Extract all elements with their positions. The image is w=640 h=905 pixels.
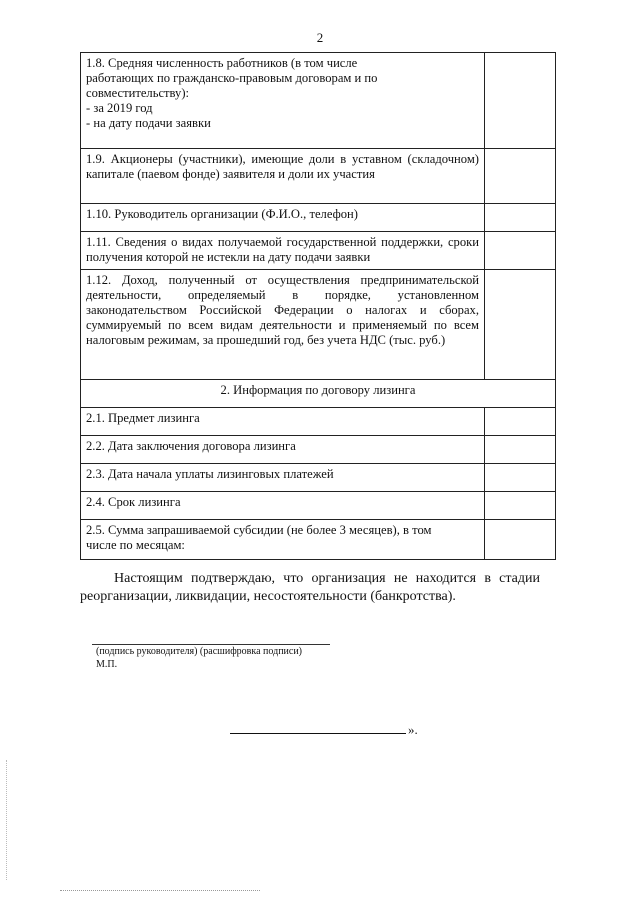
row-2-4-label: 2.4. Срок лизинга	[81, 492, 485, 520]
row-1-11-value-cell[interactable]	[485, 232, 556, 270]
table-row	[81, 408, 556, 436]
row-2-3-value-cell[interactable]	[485, 464, 556, 492]
row-1-12-value-cell[interactable]	[485, 270, 556, 380]
table-row	[81, 149, 556, 204]
row-2-5-label	[81, 520, 485, 560]
row-1-8-line: 1.8. Средняя численность работников (в том числе	[86, 56, 358, 70]
confirmation-statement: Настоящим подтверждаю, что организация не находится в стадии реорганизации, ликвидации, несостоятельности (банкротства).	[80, 571, 540, 604]
scan-bottom-artifact	[60, 890, 260, 891]
section-2-heading: 2. Информация по договору лизинга	[81, 380, 556, 408]
row-2-1-value-cell[interactable]	[485, 408, 556, 436]
row-1-8-line: - на дату подачи заявки	[86, 116, 211, 130]
row-2-2-label: 2.2. Дата заключения договора лизинга	[81, 436, 485, 464]
row-1-8-label	[81, 53, 485, 149]
date-closing-quote: ».	[408, 722, 418, 737]
row-1-9-value-cell[interactable]	[485, 149, 556, 204]
table-row	[81, 436, 556, 464]
seal-placeholder: М.П.	[96, 659, 118, 670]
row-1-9-label: 1.9. Акционеры (участники), имеющие доли в уставном (складочном) капитале (паевом фонде) заявителя и доли их участия	[81, 149, 485, 204]
row-1-10-label: 1.10. Руководитель организации (Ф.И.О., телефон)	[81, 204, 485, 232]
row-1-8-line: - за 2019 год	[86, 101, 153, 115]
table-row	[81, 53, 556, 149]
table-row	[81, 270, 556, 380]
row-2-5-line: числе по месяцам:	[86, 538, 185, 552]
table-row	[81, 232, 556, 270]
table-row	[81, 520, 556, 560]
table-row	[81, 492, 556, 520]
row-1-8-value-cell[interactable]	[485, 53, 556, 149]
date-line[interactable]	[230, 732, 406, 734]
page-number: 2	[316, 30, 324, 45]
row-1-8-line: совместительству):	[86, 86, 190, 100]
row-2-4-value-cell[interactable]	[485, 492, 556, 520]
row-2-3-label: 2.3. Дата начала уплаты лизинговых платежей	[81, 464, 485, 492]
table-row	[81, 380, 556, 408]
table-row	[81, 464, 556, 492]
table-row	[81, 204, 556, 232]
row-2-1-label: 2.1. Предмет лизинга	[81, 408, 485, 436]
row-1-12-label: 1.12. Доход, полученный от осуществления предпринимательской деятельности, определяемый в порядке, установленном законодательством Российской Федерации о налогах и сборах, суммируемый по всем видам деятельности и применяемый по всем налоговым режимам, за прошедший год, без учета НДС (тыс. руб.)	[81, 270, 485, 380]
row-2-5-line: 2.5. Сумма запрашиваемой субсидии (не более 3 месяцев), в том	[86, 523, 432, 537]
application-form-table	[80, 52, 556, 560]
row-2-5-value-cell[interactable]	[485, 520, 556, 560]
scan-margin-artifact	[6, 760, 9, 880]
row-1-8-line: работающих по гражданско-правовым договорам и по	[86, 71, 378, 85]
signature-line[interactable]	[92, 644, 330, 645]
signature-caption: (подпись руководителя) (расшифровка подписи)	[96, 646, 303, 657]
row-1-11-label: 1.11. Сведения о видах получаемой государственной поддержки, сроки получения которой не истекли на дату подачи заявки	[81, 232, 485, 270]
row-2-2-value-cell[interactable]	[485, 436, 556, 464]
row-1-10-value-cell[interactable]	[485, 204, 556, 232]
